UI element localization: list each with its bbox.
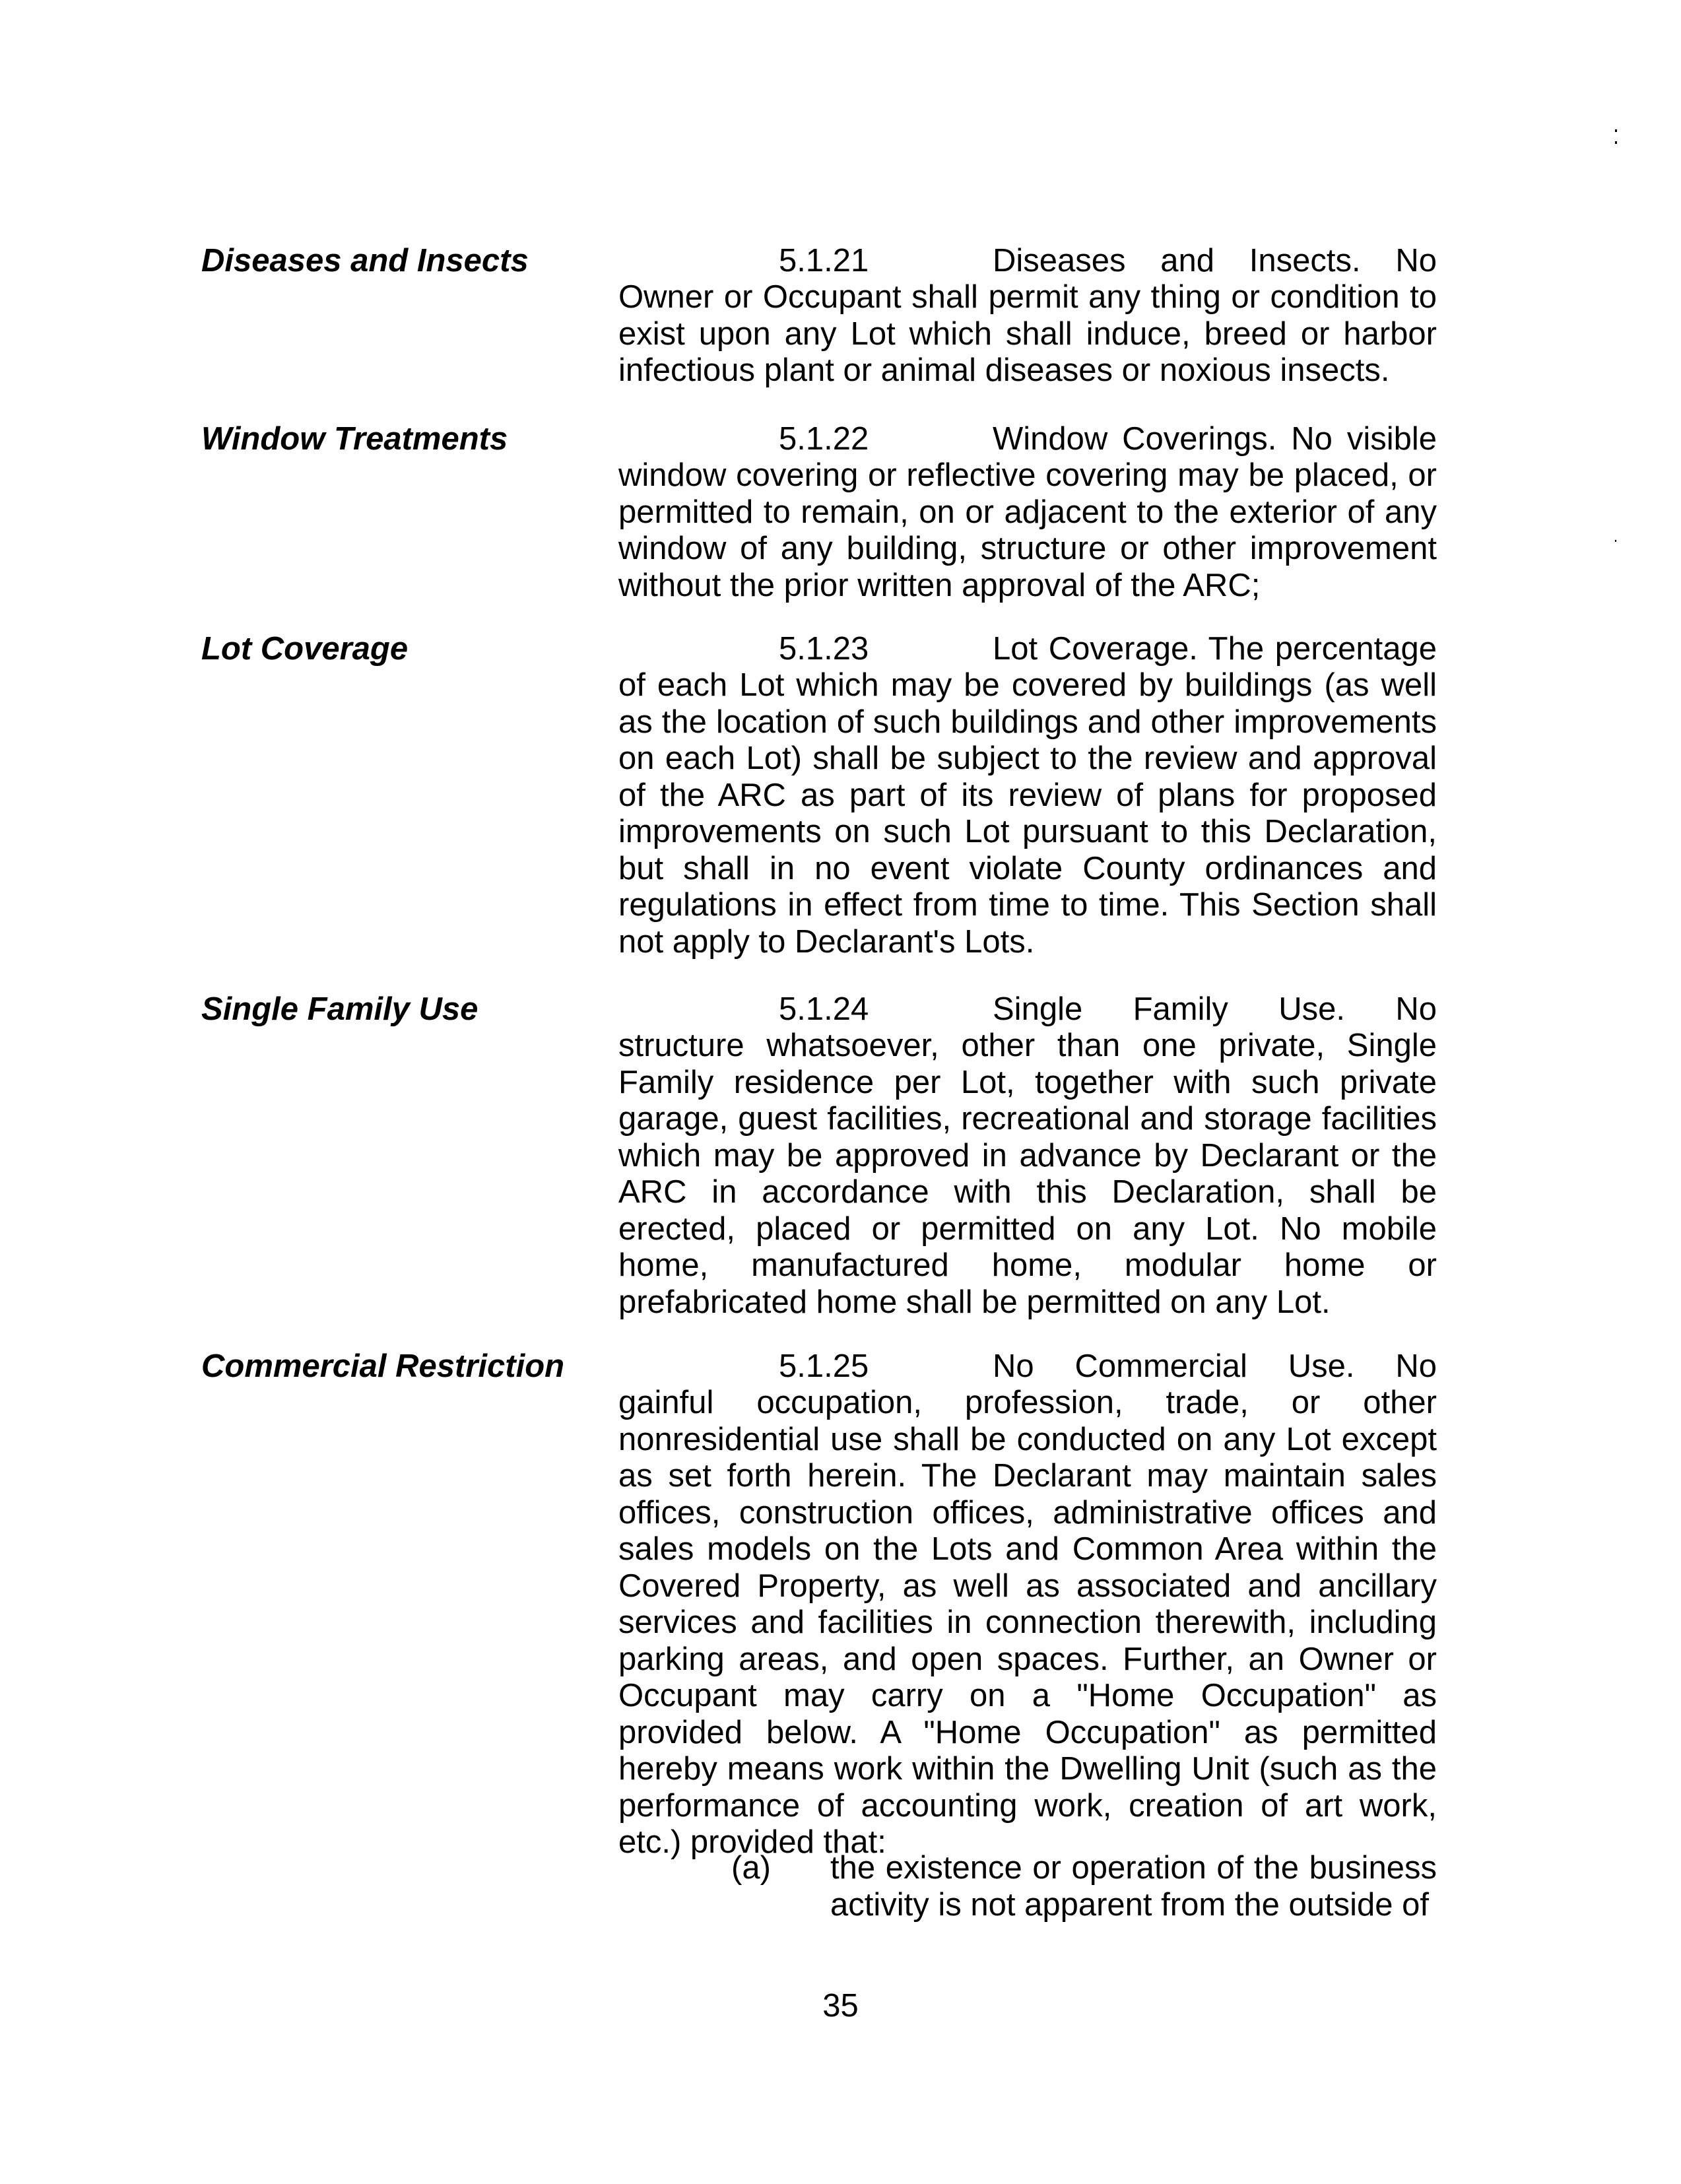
title-word: No [1395, 991, 1437, 1027]
title-word: No [993, 1348, 1034, 1384]
title-word: Family [1133, 991, 1228, 1027]
section-body-5-1-22: window covering or reflective covering may be placed, or permitted to remain, on or adjacent to the exterior of any window of any building, structure or other improvement without the prior written approval of the ARC; [618, 457, 1437, 603]
section-body-5-1-23: of each Lot which may be covered by buildings (as well as the location of such buildings and other improvements on each Lot) shall be subject to the review and approval of the ARC as part of its review of plans for proposed improvements on such Lot pursuant to this Declaration, but shall in no event violate County ordinances and regulations in effect from time to time. This Section shall not apply to Declarant's Lots. [618, 667, 1437, 960]
margin-label-window-treatments: Window Treatments [201, 421, 508, 457]
scan-speck [1615, 540, 1616, 542]
margin-label-lot-coverage: Lot Coverage [201, 631, 409, 667]
section-number: 5.1.23 [779, 631, 869, 667]
section-heading-5-1-22 [618, 421, 1437, 457]
title-word: Commercial [1074, 1348, 1247, 1384]
section-title [993, 991, 1437, 1028]
title-word: percentage [1274, 631, 1437, 667]
title-word: No [1291, 421, 1333, 457]
list-item-label: (a) [731, 1850, 771, 1886]
title-word: Coverings. [1122, 421, 1277, 457]
section-number: 5.1.22 [779, 421, 869, 457]
section-body-5-1-25: gainful occupation, profession, trade, or other nonresidential use shall be conducted on any Lot except as set forth herein. The Declarant may maintain sales offices, construction offices, administrative offices and sales models on the Lots and Common Area within the Covered Property, as well as associated and ancillary services and facilities in connection therewith, including parking areas, and open spaces. Further, an Owner or Occupant may carry on a "Home Occupation" as provided below. A "Home Occupation" as permitted hereby means work within the Dwelling Unit (such as the performance of accounting work, creation of art work, etc.) provided that: [618, 1385, 1437, 1860]
title-word: and [1160, 243, 1215, 279]
section-heading-5-1-23 [618, 631, 1437, 667]
section-title [993, 631, 1437, 667]
section-number: 5.1.21 [779, 243, 869, 279]
title-word: Single [993, 991, 1083, 1027]
margin-label-commercial-restriction: Commercial Restriction [201, 1348, 565, 1384]
section-heading-5-1-24 [618, 991, 1437, 1028]
section-title [993, 421, 1437, 457]
section-heading-5-1-21 [618, 243, 1437, 279]
section-heading-5-1-25 [618, 1348, 1437, 1385]
title-word: Use. [1278, 991, 1345, 1027]
title-word: Coverage. [1048, 631, 1198, 667]
title-word: visible [1346, 421, 1437, 457]
section-title [993, 1348, 1437, 1385]
section-number: 5.1.25 [779, 1348, 869, 1384]
title-word: Lot [993, 631, 1038, 667]
title-word: The [1208, 631, 1265, 667]
title-word: Window [993, 421, 1108, 457]
title-word: No [1395, 243, 1437, 279]
title-word: Use. [1288, 1348, 1355, 1384]
list-item-text: the existence or operation of the business activity is not apparent from the outside of [830, 1850, 1437, 1923]
title-word: Insects. [1249, 243, 1361, 279]
scan-speck [1615, 129, 1617, 132]
margin-label-single-family-use: Single Family Use [201, 991, 478, 1027]
margin-label-diseases-and-insects: Diseases and Insects [201, 243, 529, 279]
title-word: No [1395, 1348, 1437, 1384]
section-body-5-1-21: Owner or Occupant shall permit any thing or condition to exist upon any Lot which shall induce, breed or harbor infectious plant or animal diseases or noxious insects. [618, 279, 1437, 388]
section-body-5-1-24: structure whatsoever, other than one private, Single Family residence per Lot, together with such private garage, guest facilities, recreational and storage facilities which may be approved in advance by Declarant or the ARC in accordance with this Declaration, shall be erected, placed or permitted on any Lot. No mobile home, manufactured home, modular home or prefabricated home shall be permitted on any Lot. [618, 1028, 1437, 1320]
section-title [993, 243, 1437, 279]
page-number: 35 [822, 1988, 859, 2024]
title-word: Diseases [993, 243, 1126, 279]
scan-speck [1615, 141, 1617, 144]
section-number: 5.1.24 [779, 991, 869, 1027]
